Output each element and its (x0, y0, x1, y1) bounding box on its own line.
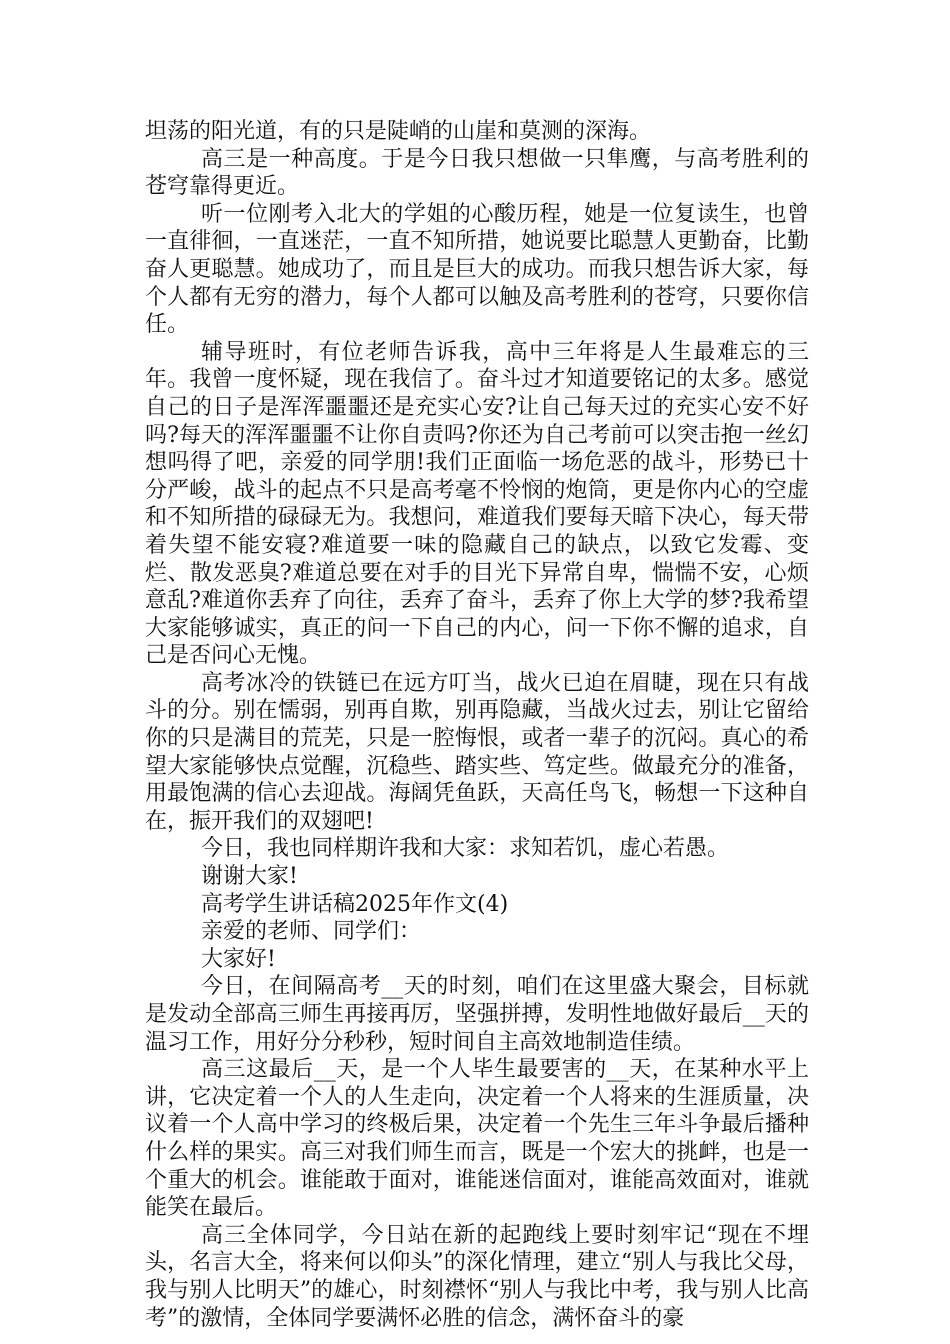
salutation: 亲爱的老师、同学们： (201, 919, 422, 945)
paragraph: 高三这最后__天，是一个人毕生最要害的__天，在某种水平上讲，它决定着一个人的人生走向，决定着一个人将来的生涯质量，决议着一个人高中学习的终极后果，决定着一个先生三年斗争最后播种什么样的果实。高三对我们师生而言，既是一个宏大的挑衅，也是一个重大的机会。谁能敢于面对，谁能迷信面对，谁能高效面对，谁就能笑在最后。 (145, 1057, 809, 1221)
paragraph: 今日，在间隔高考__天的时刻，咱们在这里盛大聚会，目标就是发动全部高三师生再接再厉，坚强拼搏，发明性地做好最后__天的温习工作，用好分分秒秒，短时间自主高效地制造佳绩。 (145, 974, 809, 1055)
paragraph: 今日，我也同样期许我和大家：求知若饥，虚心若愚。 (201, 836, 730, 862)
paragraph: 坦荡的阳光道，有的只是陡峭的山崖和莫测的深海。 (145, 119, 652, 144)
document-body (145, 118, 809, 1332)
greeting: 大家好! (201, 946, 276, 972)
paragraph: 高三全体同学，今日站在新的起跑线上要时刻牢记“现在不埋头，名言大全，将来何以仰头”的深化情理，建立“别人与我比父母，我与别人比明天”的雄心，时刻襟怀“别人与我比中考，我与别人比高考”的激情，全体同学要满怀必胜的信念，满怀奋斗的豪 (145, 1222, 809, 1331)
section-heading: 高考学生讲话稿2025年作文(4) (201, 891, 509, 917)
paragraph: 高三是一种高度。于是今日我只想做一只隼鹰，与高考胜利的苍穹靠得更近。 (145, 146, 809, 200)
paragraph: 辅导班时，有位老师告诉我，高中三年将是人生最难忘的三年。我曾一度怀疑，现在我信了。奋斗过才知道要铭记的太多。感觉自己的日子是浑浑噩噩还是充实心安?让自己每天过的充实心安不好吗?每天的浑浑噩噩不让你自责吗?你还为自己考前可以突击抱一丝幻想吗得了吧，亲爱的同学朋!我们正面临一场危恶的战斗，形势已十分严峻，战斗的起点不只是高考毫不怜悯的炮筒，更是你内心的空虚和不知所措的碌碌无为。我想问，难道我们要每天暗下决心，每天带着失望不能安寝?难道要一味的隐藏自己的缺点，以致它发霉、变烂、散发恶臭?难道总要在对手的目光下异常自卑，惴惴不安，心烦意乱?难道你丢弃了向往，丢弃了奋斗，丢弃了你上大学的梦?我希望大家能够诚实，真正的问一下自己的内心，问一下你不懈的追求，自己是否问心无愧。 (145, 339, 809, 669)
paragraph: 高考冰冷的铁链已在远方叮当，战火已迫在眉睫，现在只有战斗的分。别在懦弱，别再自欺，别再隐藏，当战火过去，别让它留给你的只是满目的荒芜，只是一腔悔恨，或者一辈子的沉闷。真心的希望大家能够快点觉醒，沉稳些、踏实些、笃定些。做最充分的准备，用最饱满的信心去迎战。海阔凭鱼跃，天高任鸟飞，畅想一下这种自在，振开我们的双翅吧! (145, 670, 809, 834)
paragraph: 谢谢大家! (201, 864, 298, 890)
paragraph: 听一位刚考入北大的学姐的心酸历程，她是一位复读生，也曾一直徘徊，一直迷茫，一直不知所措，她说要比聪慧人更勤奋，比勤奋人更聪慧。她成功了，而且是巨大的成功。而我只想告诉大家，每个人都有无穷的潜力，每个人都可以触及高考胜利的苍穹，只要你信任。 (145, 201, 809, 338)
